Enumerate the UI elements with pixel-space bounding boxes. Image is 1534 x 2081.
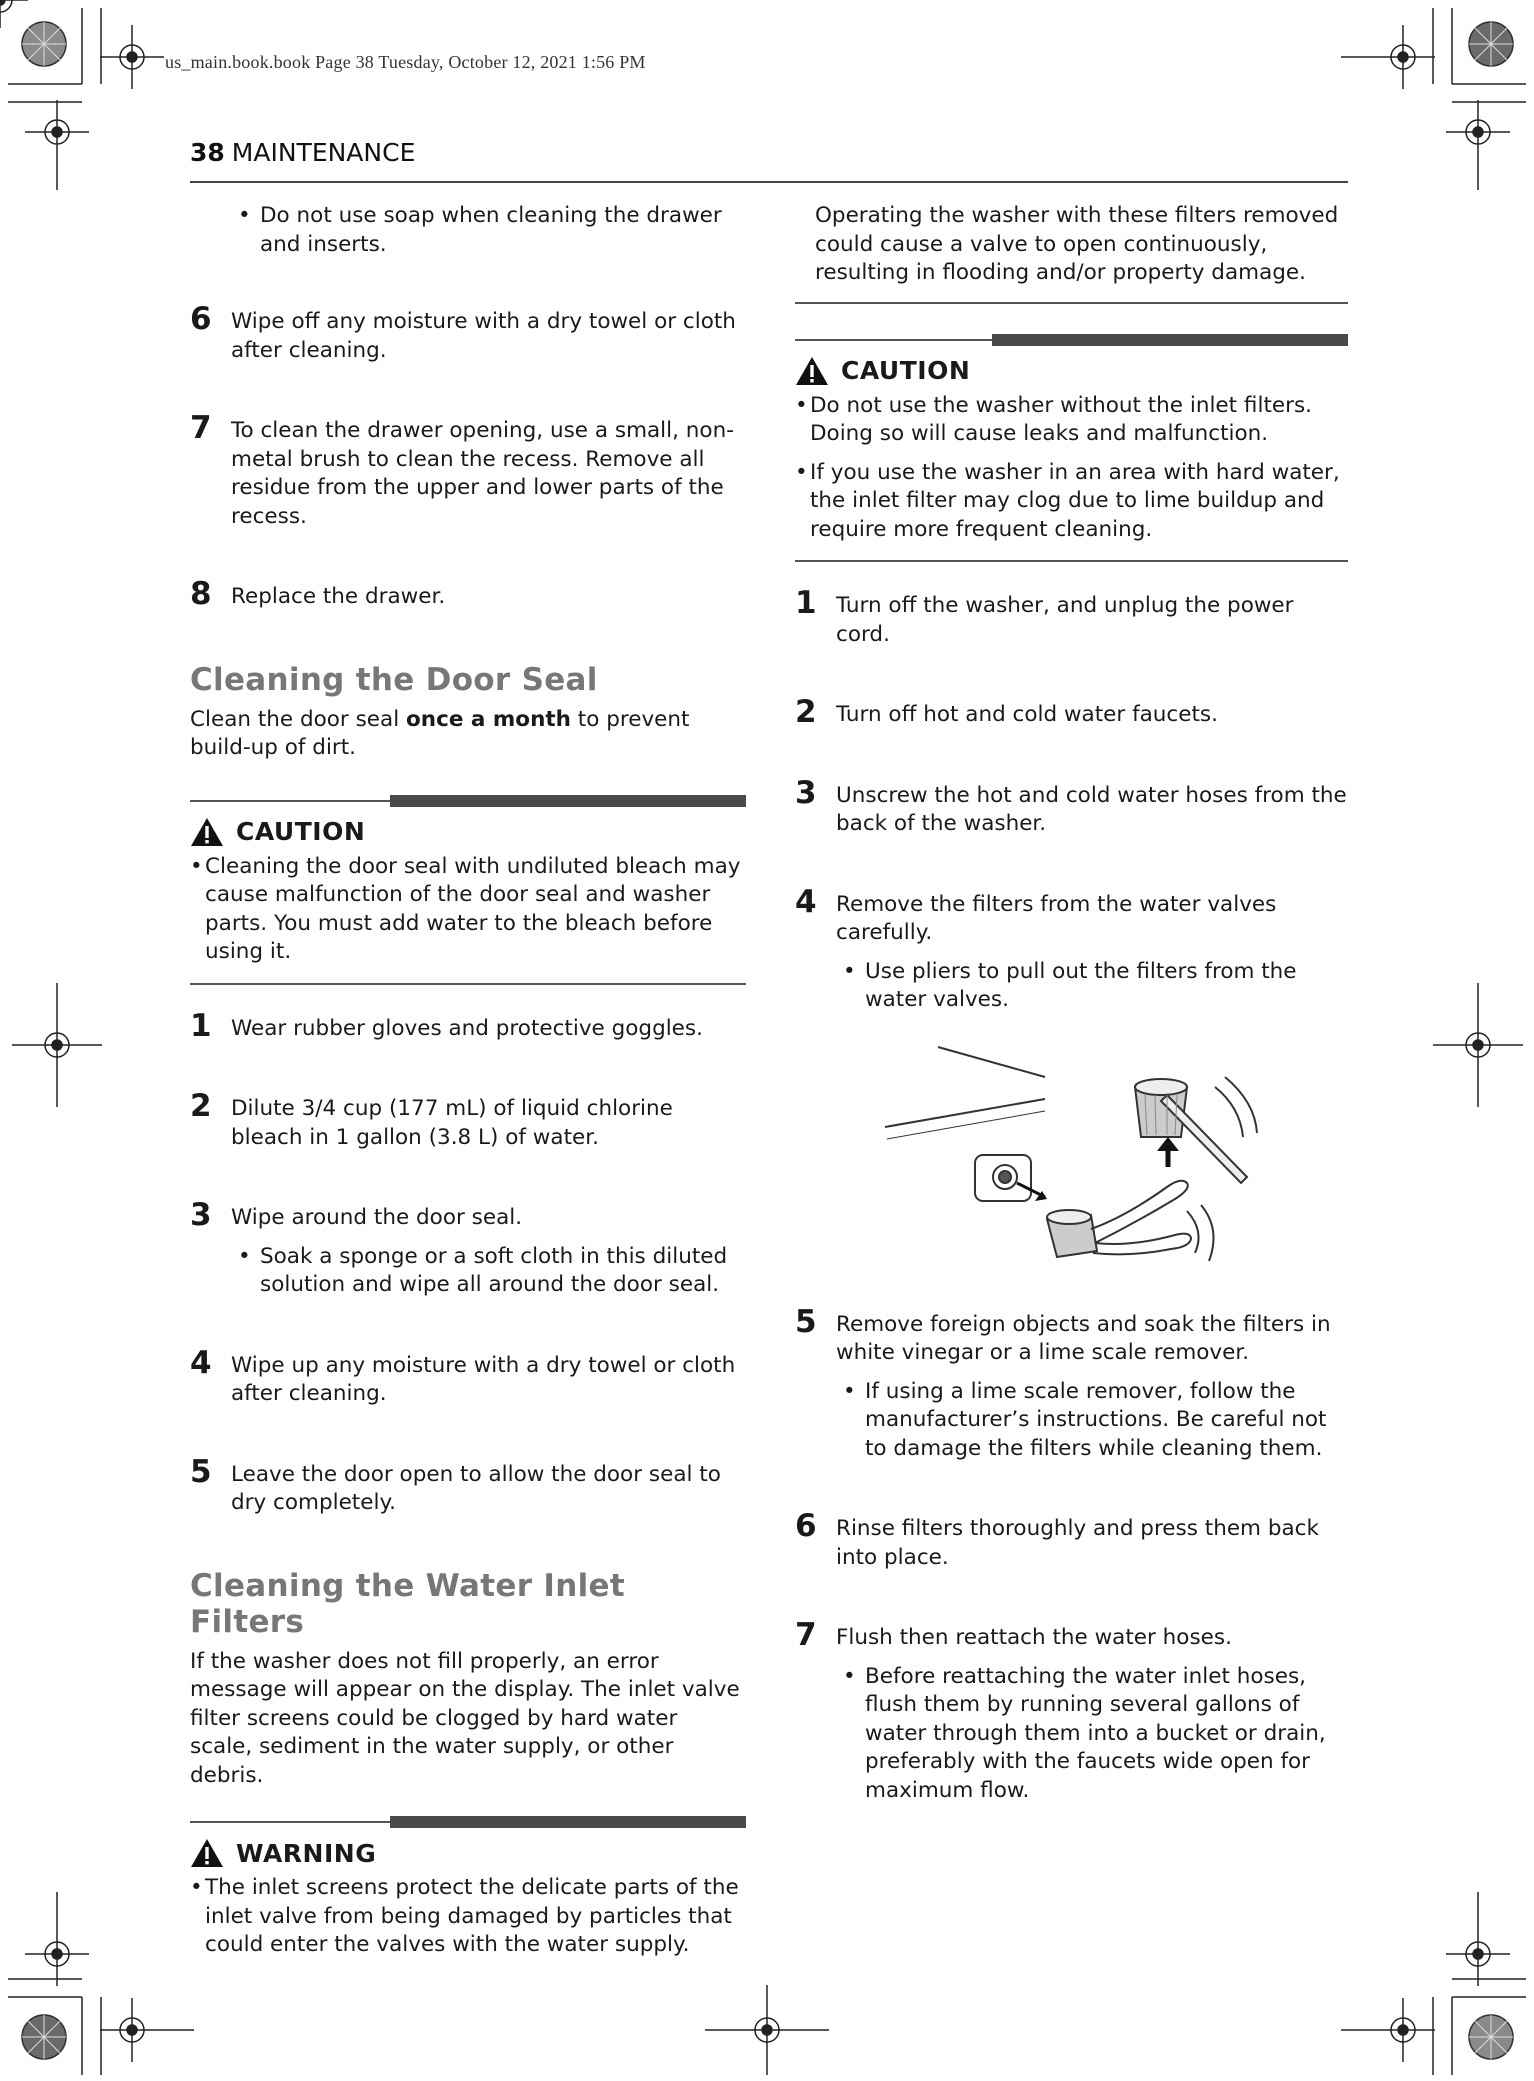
door-seal-step-5: 5 Leave the door open to allow the door seal to dry completely. [190,1453,721,1515]
door-seal-step-3-sub: • Soak a sponge or a soft cloth in this diluted solution and wipe all around the door seal. [238,1243,728,1297]
inlet-step-4-sub: • Use pliers to pull out the filters from the water valves. [843,958,1297,1012]
caution-item: • If you use the washer in an area with hard water, the inlet filter may clog due to lime buildup and require more frequent cleaning. [795,459,1340,542]
inlet-step-7-sub: • Before reattaching the water inlet hoses, flush them by running several gallons of water through them into a bucket or drain, preferably with the faucets wide open for maximum flow. [843,1663,1326,1803]
inlet-step-6: 6 Rinse filters thoroughly and press them back into place. [795,1508,1319,1570]
inlet-step-5-sub: • If using a lime scale remover, follow the manufacturer’s instructions. Be careful not to damage the filters while cleaning them. [843,1378,1327,1461]
door-seal-step-3: 3 Wipe around the door seal. [190,1197,523,1233]
step-8: 8 Replace the drawer. [190,576,446,612]
inlet-step-2: 2 Turn off hot and cold water faucets. [795,694,1218,730]
caution-box-inlet [795,334,1348,563]
door-seal-step-4: 4 Wipe up any moisture with a dry towel or cloth after cleaning. [190,1344,736,1406]
inlet-step-5: 5 Remove foreign objects and soak the filters in white vinegar or a lime scale remover. [795,1303,1331,1365]
header-rule [190,181,1348,183]
section-heading-door-seal: Cleaning the Door Seal [190,661,598,698]
filter-removal-illustration [795,1037,1348,1277]
warning-header: WARNING [190,1838,746,1868]
inlet-step-4: 4 Remove the filters from the water valves carefully. [795,883,1277,945]
warning-triangle-icon [795,356,829,386]
inlet-intro: If the washer does not fill properly, an error message will appear on the display. The inlet valve filter screens could be clogged by hard water scale, sediment in the water supply, or other debris. [190,1648,740,1788]
step-7: 7 To clean the drawer opening, use a small, non-metal brush to clean the recess. Remove all residue from the upper and lower parts of the recess. [190,410,734,529]
door-seal-intro: Clean the door seal once a month to prevent build-up of dirt. [190,706,690,760]
caution-item: • Do not use the washer without the inlet filters. Doing so will cause leaks and malfunction. [795,392,1312,446]
page-number: 38 [190,138,225,167]
door-seal-step-2: 2 Dilute 3/4 cup (177 mL) of liquid chlorine bleach in 1 gallon (3.8 L) of water. [190,1088,673,1150]
inlet-step-3: 3 Unscrew the hot and cold water hoses from the back of the washer. [795,774,1347,836]
bullet-item: • Do not use soap when cleaning the drawer and inserts. [238,203,722,257]
warning-triangle-icon [190,817,224,847]
inlet-step-1: 1 Turn off the washer, and unplug the power cord. [795,585,1294,647]
caution-item: • Cleaning the door seal with undiluted bleach may cause malfunction of the door seal and washer parts. You must add water to the bleach before using it. [190,853,741,964]
warning-box [190,1816,746,1960]
section-title: MAINTENANCE [231,138,416,167]
warning-triangle-icon [190,1838,224,1868]
caution-header: CAUTION [795,356,1348,386]
warning-continued: Operating the washer with these filters removed could cause a valve to open continuously, resulting in flooding and/or property damage. [795,202,1348,304]
warning-item: • The inlet screens protect the delicate parts of the inlet valve from being damaged by particles that could enter the valves with the water supply. [190,1875,739,1957]
caution-header: CAUTION [190,817,746,847]
step-6: 6 Wipe off any moisture with a dry towel or cloth after cleaning. [190,301,736,363]
right-column [795,202,1348,1805]
door-seal-step-1: 1 Wear rubber gloves and protective goggles. [190,1007,703,1044]
pliers-filter-illustration [795,1037,1348,1277]
inlet-step-7: 7 Flush then reattach the water hoses. [795,1617,1232,1653]
page-header [190,138,415,167]
caution-box [190,795,746,985]
print-slug: us_main.book.book Page 38 Tuesday, October 12, 2021 1:56 PM [165,52,646,72]
section-heading-inlet-filters: Cleaning the Water Inlet Filters [190,1567,625,1640]
left-column [190,202,746,1960]
